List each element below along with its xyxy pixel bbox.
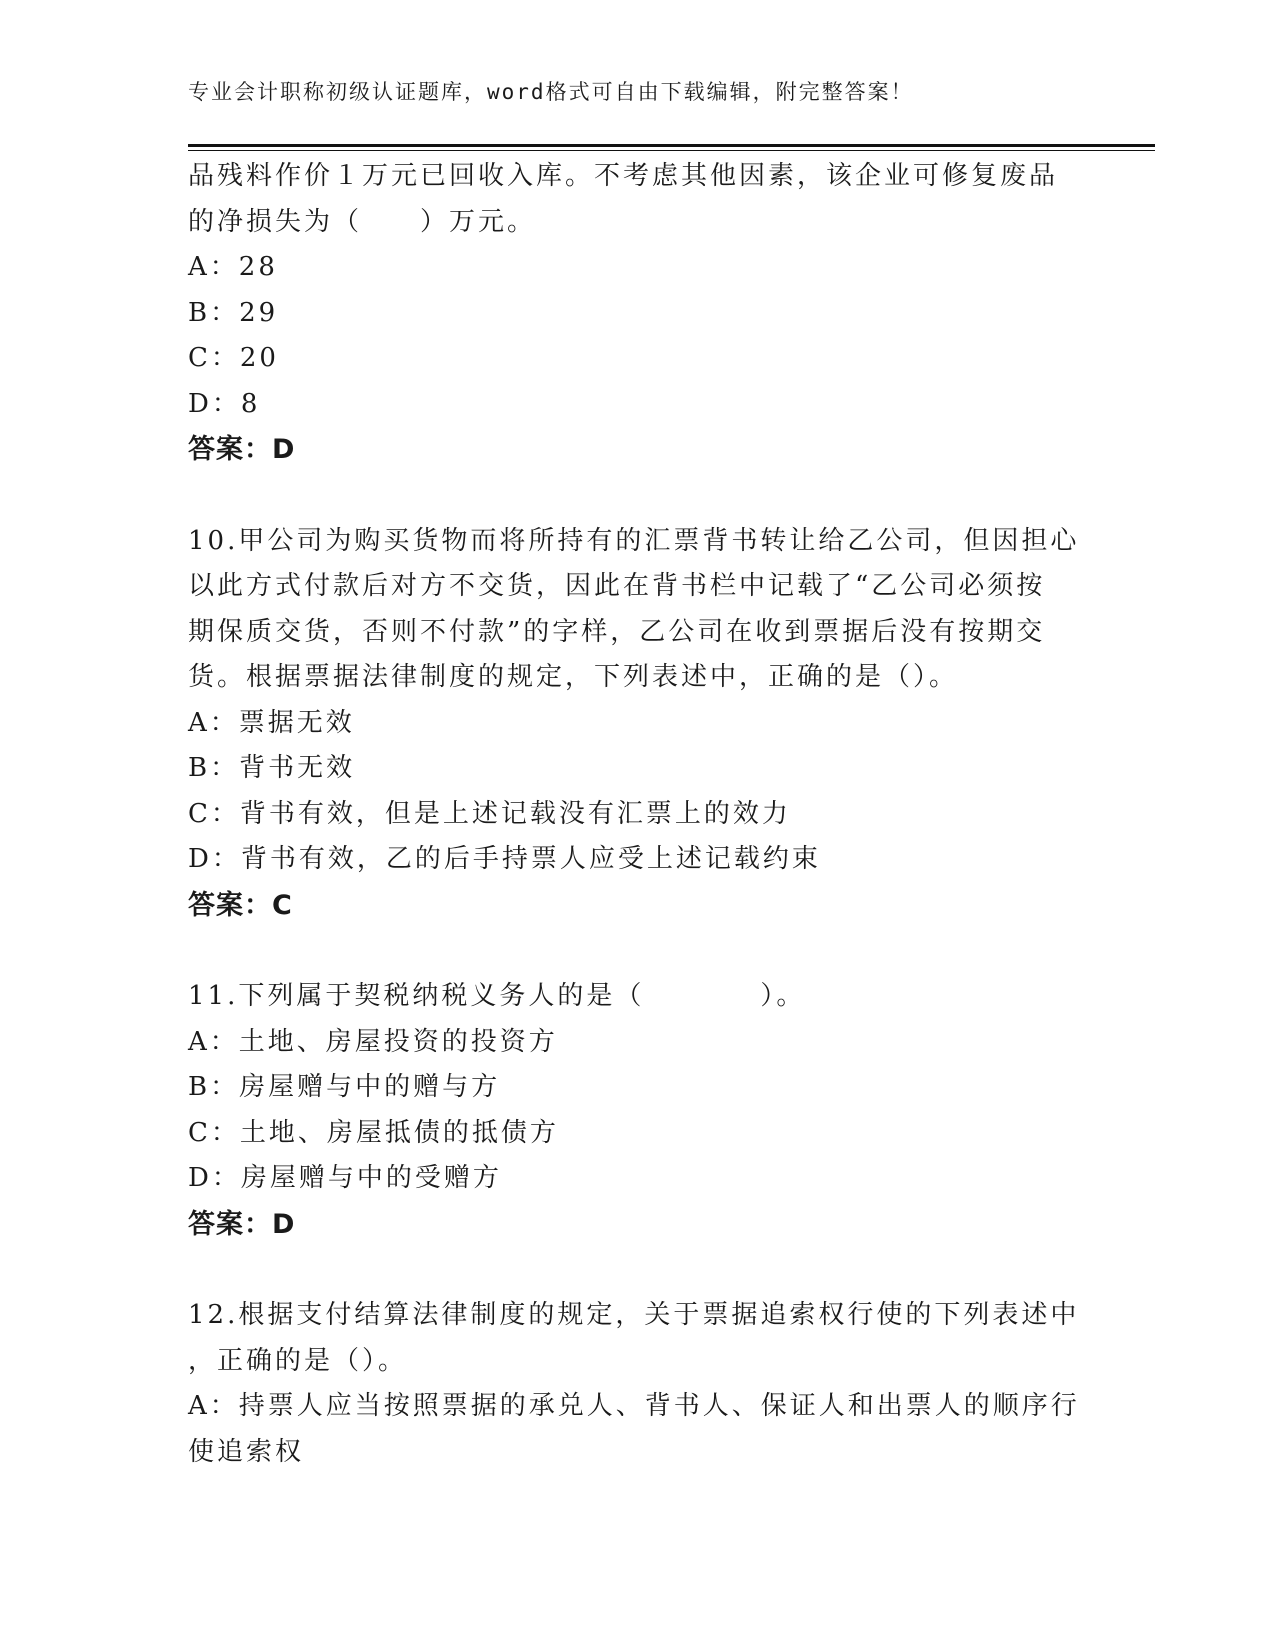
question-stem-line: 的净损失为（ ）万元。	[188, 206, 537, 237]
question-11	[188, 974, 1088, 1247]
spacer	[188, 928, 1088, 974]
question-stem-line: 10.甲公司为购买货物而将所持有的汇票背书转让给乙公司，但因担心	[188, 525, 1080, 556]
question-stem-line: 品残料作价１万元已回收入库。不考虑其他因素，该企业可修复废品	[188, 161, 1059, 191]
spacer	[188, 1247, 1088, 1293]
option-a: A：土地、房屋投资的投资方	[188, 1026, 558, 1057]
question-content	[188, 154, 1088, 1475]
question-stem-line: ，正确的是（）。	[188, 1345, 408, 1376]
option-a: A：持票人应当按照票据的承兑人、背书人、保证人和出票人的顺序行	[188, 1391, 1080, 1421]
option-d: D：8	[188, 388, 261, 419]
option-d: D：背书有效，乙的后手持票人应受上述记载约束	[188, 844, 821, 874]
option-b: B：29	[188, 297, 279, 328]
option-c: C：背书有效，但是上述记载没有汇票上的效力	[188, 798, 791, 829]
question-stem-line: 12.根据支付结算法律制度的规定，关于票据追索权行使的下列表述中	[188, 1300, 1080, 1330]
option-a: A：票据无效	[188, 707, 355, 738]
answer-line: 答案：C	[188, 889, 293, 921]
header-rule-thin	[188, 150, 1155, 151]
question-stem-line: 期保质交货，否则不付款”的字样，乙公司在收到票据后没有按期交	[188, 616, 1046, 647]
question-9	[188, 154, 1088, 473]
answer-line: 答案：D	[188, 1208, 296, 1240]
option-c: C：20	[188, 343, 279, 373]
option-a-continuation: 使追索权	[188, 1436, 305, 1467]
question-stem-line: 以此方式付款后对方不交货，因此在背书栏中记载了“乙公司必须按	[188, 571, 1046, 601]
option-b: B：房屋赠与中的赠与方	[188, 1072, 501, 1102]
question-10	[188, 519, 1088, 929]
page-header: 专业会计职称初级认证题库，word格式可自由下载编辑，附完整答案！	[188, 80, 914, 104]
option-b: B：背书无效	[188, 753, 356, 783]
spacer	[188, 473, 1088, 519]
question-stem-line: 货。根据票据法律制度的规定，下列表述中，正确的是（）。	[188, 662, 959, 692]
option-c: C：土地、房屋抵债的抵债方	[188, 1117, 559, 1148]
option-a: A：28	[188, 252, 278, 282]
answer-line: 答案：D	[188, 434, 296, 465]
question-12	[188, 1293, 1088, 1475]
option-d: D：房屋赠与中的受赠方	[188, 1163, 502, 1193]
header-rule-thick	[188, 144, 1155, 147]
question-stem-line: 11.下列属于契税纳税义务人的是（ ）。	[188, 981, 806, 1011]
